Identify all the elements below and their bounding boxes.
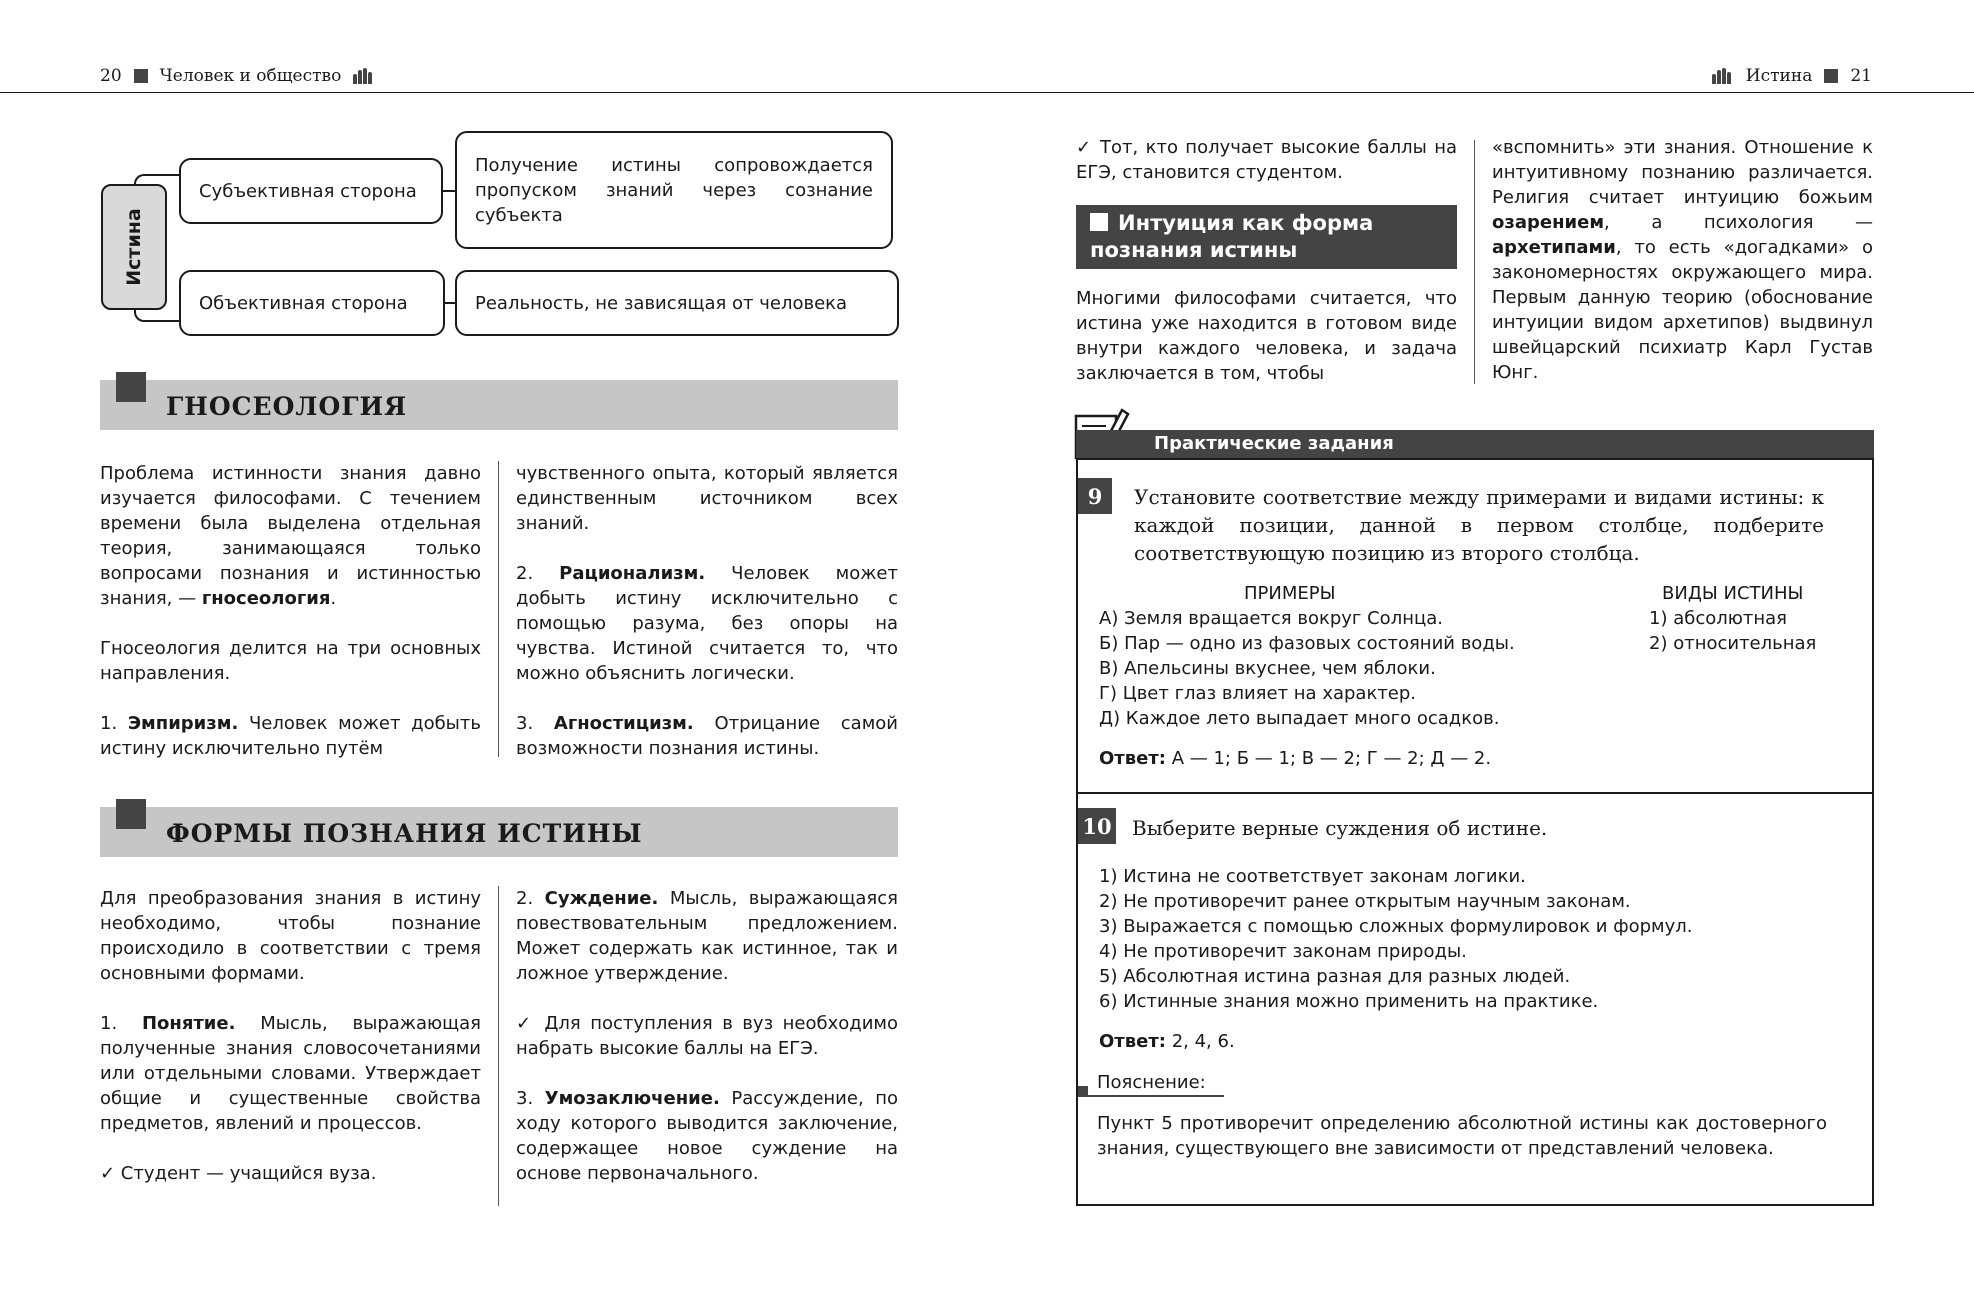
forms-column-2 — [516, 886, 898, 1211]
item-number: 3. — [516, 713, 554, 734]
text: Человек может добыть истину исключительно путём — [100, 713, 481, 759]
types-list — [1649, 606, 1816, 656]
term: Рационализм. — [559, 563, 706, 584]
text: Рассуждение, по ходу которого выводится заключение, содержащее новое суждение на основе первоначального. — [516, 1088, 898, 1184]
paragraph — [100, 461, 481, 611]
header-rule — [0, 92, 1974, 93]
text: Отрицание самой возможности познания истины. — [516, 713, 898, 759]
item-number: 3. — [516, 1088, 545, 1109]
item-number: 1. — [100, 1013, 142, 1034]
list-item: 1) абсолютная — [1649, 608, 1788, 629]
paragraph — [100, 1011, 481, 1136]
forms-column-1 — [100, 886, 481, 1211]
practice-title-bar — [1076, 430, 1874, 460]
list-item: А) Земля вращается вокруг Солнца. — [1099, 608, 1443, 629]
diagram-label-box — [101, 184, 167, 310]
statements-list — [1099, 864, 1693, 1014]
list-item: 2) относительная — [1649, 633, 1817, 654]
objective-text: Реальность, не зависящая от человека — [475, 292, 848, 314]
example-paragraph: ✓ Для поступления в вуз необходимо набрать высокие баллы на ЕГЭ. — [516, 1013, 898, 1059]
list-item: 4) Не противоречит законам природы. — [1099, 941, 1467, 962]
column-divider — [1474, 140, 1475, 384]
list-item: 6) Истинные знания можно применить на практике. — [1099, 991, 1599, 1012]
paragraph — [100, 711, 481, 761]
gnoseology-column-2 — [516, 461, 898, 786]
text: , а психология — — [1604, 212, 1873, 233]
paragraph: Для преобразования знания в истину необходимо, чтобы познание происходило в соответствии с тремя основными формами. — [100, 888, 481, 984]
types-heading: ВИДЫ ИСТИНЫ — [1662, 583, 1804, 604]
heading-square-icon — [116, 799, 146, 829]
list-item: 5) Абсолютная истина разная для разных людей. — [1099, 966, 1571, 987]
task-10-answer — [1099, 1029, 1235, 1054]
header-square-icon — [134, 69, 148, 83]
list-item: Д) Каждое лето выпадает много осадков. — [1099, 708, 1500, 729]
explanation-underline — [1078, 1095, 1224, 1097]
paragraph — [516, 561, 898, 686]
answer-label: Ответ: — [1099, 748, 1166, 769]
right-running-header — [1712, 66, 1872, 86]
answer-value: А — 1; Б — 1; В — 2; Г — 2; Д — 2. — [1171, 748, 1492, 769]
right-page-number: 21 — [1850, 66, 1872, 86]
term: Эмпиризм. — [127, 713, 239, 734]
answer-value: 2, 4, 6. — [1171, 1031, 1235, 1052]
paragraph — [516, 711, 898, 761]
column-divider — [498, 461, 499, 757]
right-column-2 — [1492, 135, 1873, 410]
intuition-subheading — [1076, 205, 1457, 269]
right-column-1 — [1076, 135, 1457, 202]
left-header-title: Человек и общество — [159, 66, 342, 86]
section-heading-gnoseology — [100, 380, 898, 430]
text: Проблема истинности знания давно изучается философами. С течением времени была выделена отдельная теория, занимающаяся только вопросами познания и истинностью знания, — — [100, 463, 481, 609]
example-paragraph: ✓ Тот, кто получает высокие баллы на ЕГЭ, становится студентом. — [1076, 137, 1457, 183]
examples-list — [1099, 606, 1515, 731]
text: Человек может добыть истину исключительно с помощью разума, без опоры на чувства. Истиной считается то, что можно объяснить логически. — [516, 563, 898, 684]
diagram-label: Истина — [123, 208, 145, 286]
left-running-header — [100, 66, 375, 86]
text: «вспомнить» эти знания. Отношение к интуитивному познанию различается. Религия считает интуицию божьим — [1492, 137, 1873, 208]
text: . — [330, 588, 337, 609]
examples-heading: ПРИМЕРЫ — [1244, 583, 1336, 604]
text: Мысль, выражающая полученные знания словосочетаниями или отдельными словами. Утверждает общие и существенные свойства предметов, явлений и процессов. — [100, 1013, 481, 1134]
list-item: 1) Истина не соответствует законам логики. — [1099, 866, 1526, 887]
answer-label: Ответ: — [1099, 1031, 1166, 1052]
example-paragraph: ✓ Студент — учащийся вуза. — [100, 1163, 377, 1184]
gnoseology-column-1 — [100, 461, 481, 786]
section-title: ГНОСЕОЛОГИЯ — [166, 392, 408, 421]
explanation-text: Пункт 5 противоречит определению абсолютной истины как достоверного знания, существующего вне зависимости от представлений человека. — [1097, 1113, 1827, 1159]
task-9-answer — [1099, 746, 1491, 771]
term: Суждение. — [544, 888, 659, 909]
list-item: 3) Выражается с помощью сложных формулировок и формул. — [1099, 916, 1693, 937]
objective-side-box — [179, 270, 445, 336]
people-icon — [353, 68, 375, 84]
paragraph — [516, 1086, 898, 1186]
paragraph: чувственного опыта, который является единственным источником всех знаний. — [516, 463, 898, 534]
section-heading-forms — [100, 807, 898, 857]
term: озарением — [1492, 212, 1605, 233]
subjective-side-box — [179, 158, 443, 224]
task-number-10: 10 — [1078, 808, 1116, 844]
intuition-paragraph: Многими философами считается, что истина уже находится в готовом виде внутри каждого человека, и задача заключается в том, чтобы — [1076, 288, 1457, 384]
paragraph — [516, 886, 898, 986]
term: Понятие. — [141, 1013, 236, 1034]
heading-square-icon — [116, 372, 146, 402]
objective-text-box — [455, 270, 899, 336]
text: , то есть «догадками» о закономерностях окружающего мира. Первым данную теорию (обоснование интуиции видом архетипов) выдвинул швейцарский психиатр Карл Густав Юнг. — [1492, 237, 1873, 383]
text: Мысль, выражающаяся повествовательным предложением. Может содержать как истинное, так и ложное утверждение. — [516, 888, 898, 984]
term: гносеология — [201, 588, 331, 609]
left-page-number: 20 — [100, 66, 122, 86]
people-icon — [1712, 68, 1734, 84]
task-10-text: Выберите верные суждения об истине. — [1132, 816, 1548, 840]
task-separator — [1076, 792, 1874, 794]
item-number: 2. — [516, 888, 545, 909]
item-number: 2. — [516, 563, 560, 584]
subjective-text-box — [455, 131, 893, 249]
term: архетипами — [1492, 237, 1616, 258]
practice-title: Практические задания — [1154, 433, 1394, 454]
list-item: 2) Не противоречит ранее открытым научным законам. — [1099, 891, 1631, 912]
list-item: Б) Пар — одно из фазовых состояний воды. — [1099, 633, 1515, 654]
task-9-text: Установите соответствие между примерами и видами истины: к каждой позиции, данной в первом столбце, подберите соответствующую позицию из второго столбца. — [1134, 485, 1824, 565]
task-number-9: 9 — [1078, 478, 1112, 514]
right-header-title: Истина — [1745, 66, 1813, 86]
term: Агностицизм. — [553, 713, 694, 734]
subjective-text: Получение истины сопровождается пропуском знаний через сознание субъекта — [475, 154, 873, 226]
list-item: Г) Цвет глаз влияет на характер. — [1099, 683, 1417, 704]
heading-square-icon — [1090, 213, 1108, 231]
item-number: 1. — [100, 713, 128, 734]
paragraph — [1492, 135, 1873, 385]
subheading-title: Интуиция как форма познания истины — [1090, 211, 1374, 262]
subjective-side-label: Субъективная сторона — [199, 180, 417, 202]
list-item: В) Апельсины вкуснее, чем яблоки. — [1099, 658, 1436, 679]
paragraph: Гносеология делится на три основных направления. — [100, 638, 481, 684]
header-square-icon — [1824, 69, 1838, 83]
term: Умозаключение. — [544, 1088, 720, 1109]
objective-side-label: Объективная сторона — [199, 292, 408, 314]
section-title: ФОРМЫ ПОЗНАНИЯ ИСТИНЫ — [166, 819, 643, 848]
explanation-label: Пояснение: — [1097, 1072, 1206, 1093]
column-divider — [498, 886, 499, 1206]
